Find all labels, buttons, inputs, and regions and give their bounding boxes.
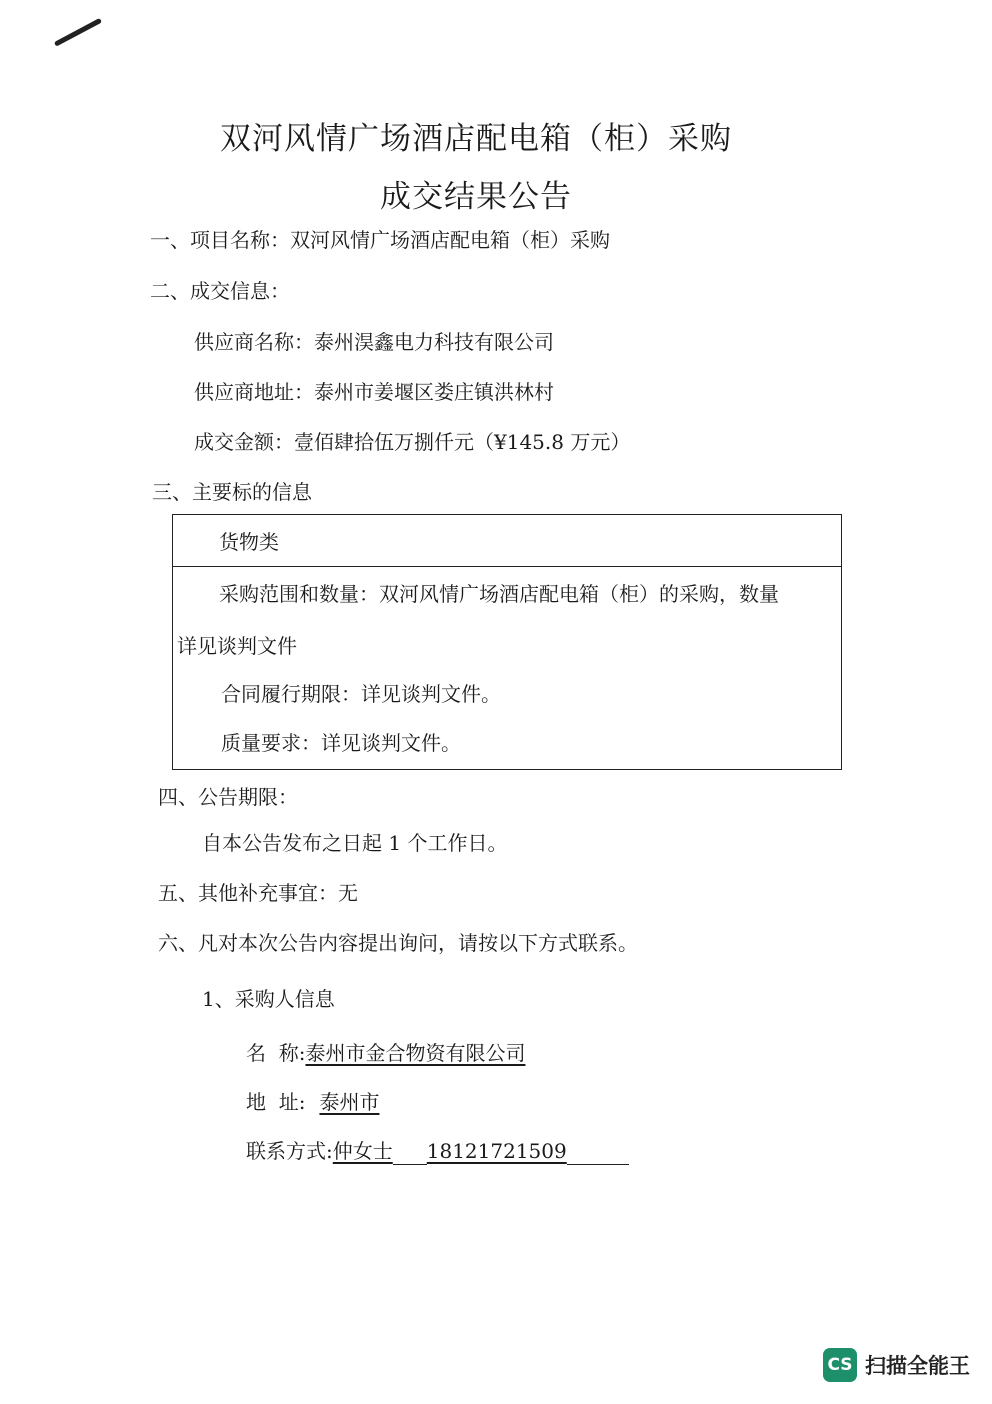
- notice-period-body: 自本公告发布之日起 1 个工作日。: [202, 831, 508, 855]
- subject-info-table: [172, 514, 842, 770]
- section-notice-period: 四、公告期限：: [158, 785, 298, 809]
- purchaser-contact-person: 仲女士: [332, 1139, 393, 1163]
- category-cell: 货物类: [219, 530, 279, 554]
- purchaser-address-value: 泰州市: [319, 1090, 380, 1114]
- purchaser-name-value: 泰州市金合物资有限公司: [305, 1041, 526, 1065]
- purchaser-address-label: 地 址:: [246, 1090, 306, 1114]
- camscanner-logo-icon: CS: [823, 1348, 857, 1382]
- page-subtitle: 成交结果公告: [380, 179, 572, 215]
- purchaser-heading: 1、采购人信息: [202, 987, 335, 1011]
- section-other-matters: 五、其他补充事宜：无: [158, 881, 358, 905]
- purchaser-contact-row: [246, 1137, 629, 1165]
- pen-mark: [54, 18, 102, 47]
- scope-line-1: 采购范围和数量：双河风情广场酒店配电箱（柜）的采购，数量: [219, 582, 779, 606]
- purchaser-name-row: [246, 1039, 525, 1067]
- deal-amount: 成交金额：壹佰肆拾伍万捌仟元（¥145.8 万元）: [194, 430, 631, 454]
- purchaser-name-label: 名 称:: [246, 1041, 306, 1065]
- purchaser-contact-phone: 18121721509: [426, 1139, 567, 1163]
- watermark-text: 扫描全能王: [865, 1354, 970, 1378]
- section-project-name: 一、项目名称：双河风情广场酒店配电箱（柜）采购: [150, 228, 610, 252]
- section-contact: 六、凡对本次公告内容提出询问，请按以下方式联系。: [158, 931, 638, 955]
- scanner-watermark: [823, 1348, 970, 1382]
- scope-line-2: 详见谈判文件: [177, 634, 297, 658]
- supplier-name: 供应商名称：泰州淏鑫电力科技有限公司: [194, 330, 554, 354]
- page-title: 双河风情广场酒店配电箱（柜）采购: [220, 121, 732, 157]
- contact-underline: [567, 1146, 629, 1165]
- section-main-subject: 三、主要标的信息: [152, 480, 312, 504]
- section-deal-info: 二、成交信息：: [150, 279, 290, 303]
- table-divider: [173, 566, 841, 567]
- contract-term: 合同履行期限：详见谈判文件。: [221, 682, 501, 706]
- purchaser-address-row: [246, 1088, 379, 1116]
- quality-requirement: 质量要求：详见谈判文件。: [221, 731, 461, 755]
- purchaser-contact-label: 联系方式:: [246, 1139, 333, 1163]
- supplier-address: 供应商地址：泰州市姜堰区娄庄镇洪林村: [194, 380, 554, 404]
